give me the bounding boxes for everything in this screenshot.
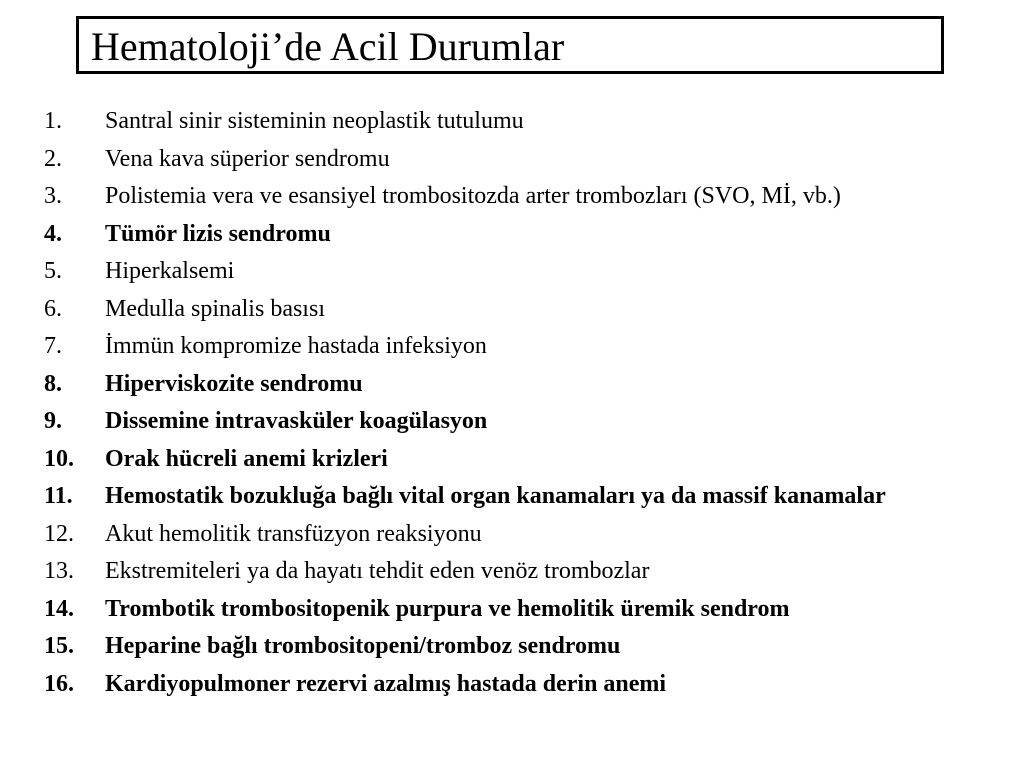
item-number: 2. [44,145,62,172]
item-text: Kardiyopulmoner rezervi azalmış hastada derin anemi [105,670,667,697]
list-item [44,294,1004,325]
item-text: Ekstremiteleri ya da hayatı tehdit eden venöz trombozlar [105,558,650,584]
list-item [44,144,1004,175]
item-number: 5. [44,258,62,284]
list-item [44,594,1004,625]
item-text: Tümör lizis sendromu [105,220,331,247]
item-number: 8. [44,370,62,397]
list-item [44,481,1004,512]
item-text: Santral sinir sisteminin neoplastik tutulumu [105,108,524,134]
item-number: 6. [44,295,62,322]
item-text: Hiperviskozite sendromu [105,370,363,397]
list-item [44,219,1004,250]
item-number: 10. [44,445,74,472]
item-number: 4. [44,220,62,247]
item-text: Orak hücreli anemi krizleri [105,445,388,472]
item-number: 7. [44,333,62,359]
item-text: Hemostatik bozukluğa bağlı vital organ kanamaları ya da massif kanamalar [105,483,886,509]
list-item [44,106,1004,137]
list-item [44,631,1004,662]
list-item [44,444,1004,475]
list-item [44,669,1004,700]
list-item [44,519,1004,550]
item-number: 14. [44,595,74,622]
item-text: Vena kava süperior sendromu [105,145,390,172]
item-number: 9. [44,408,62,434]
item-text: Medulla spinalis basısı [105,295,325,322]
list-item [44,369,1004,400]
slide-title: Hematoloji’de Acil Durumlar [91,24,565,69]
item-text: Polistemia vera ve esansiyel trombositozda arter trombozları (SVO, Mİ, vb.) [105,183,841,209]
item-number: 16. [44,670,74,697]
item-text: Heparine bağlı trombositopeni/tromboz sendromu [105,633,621,659]
item-number: 13. [44,558,74,584]
emergency-list [44,106,1004,706]
item-text: Trombotik trombositopenik purpura ve hemolitik üremik sendrom [105,595,790,622]
item-number: 12. [44,520,74,547]
list-item [44,331,1004,362]
item-text: Akut hemolitik transfüzyon reaksiyonu [105,520,482,547]
item-number: 3. [44,183,62,209]
title-box [76,16,944,74]
item-number: 1. [44,108,62,134]
item-number: 11. [44,483,73,509]
item-number: 15. [44,633,74,659]
list-item [44,556,1004,587]
list-item [44,256,1004,287]
item-text: İmmün kompromize hastada infeksiyon [105,333,487,359]
list-item [44,406,1004,437]
list-item [44,181,1004,212]
item-text: Hiperkalsemi [105,258,235,284]
item-text: Dissemine intravasküler koagülasyon [105,408,488,434]
